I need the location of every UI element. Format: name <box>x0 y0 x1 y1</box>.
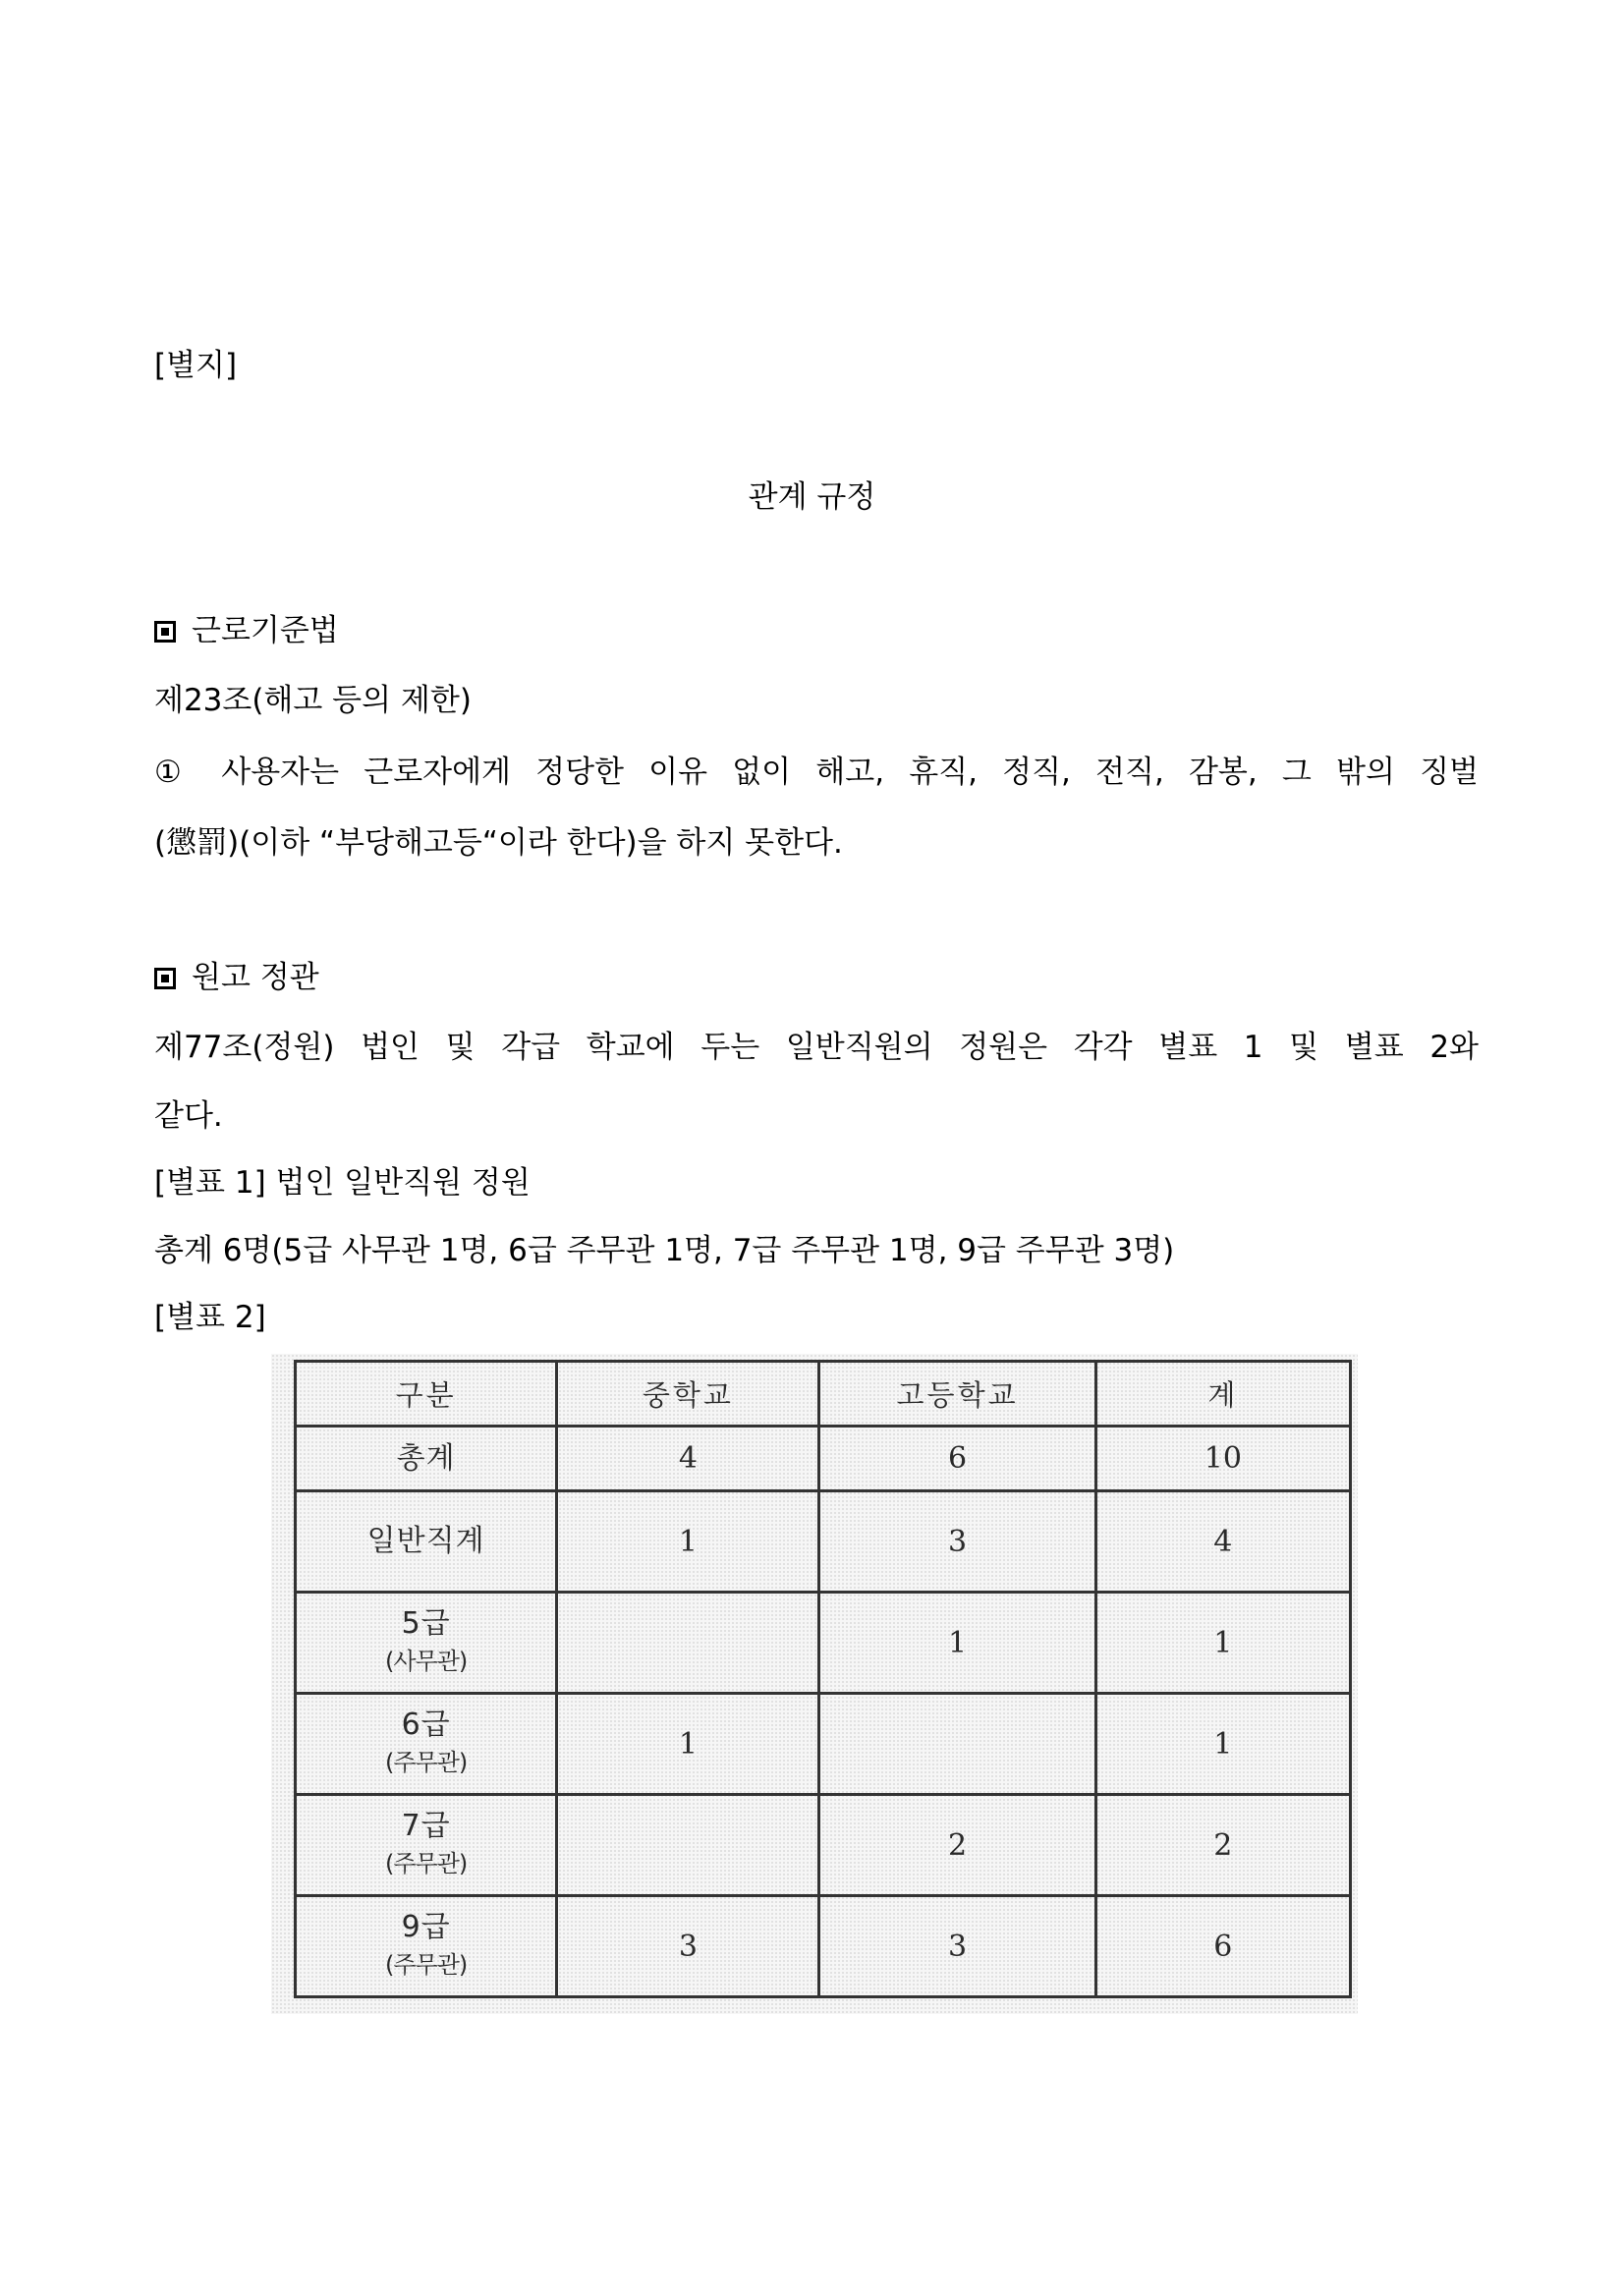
row-label: 총계 <box>296 1427 557 1491</box>
row-label: 일반직계 <box>296 1491 557 1593</box>
section-heading-text: 근로기준법 <box>192 613 339 648</box>
section-heading-labor-act <box>154 611 339 650</box>
page-title: 관계 규정 <box>748 479 876 515</box>
section-heading-text: 원고 정관 <box>192 960 319 995</box>
cell-total: 6 <box>1095 1896 1350 1997</box>
cell-total: 1 <box>1095 1694 1350 1795</box>
appendix-1-total: 총계 6명(5급 사무관 1명, 6급 주무관 1명, 7급 주무관 1명, 9급 주무관 3명) <box>154 1233 1175 1268</box>
row-label: 9급 (주무관) <box>296 1896 557 1997</box>
row-label: 7급 (주무관) <box>296 1795 557 1896</box>
cell-middle-school: 3 <box>557 1896 819 1997</box>
appendix-2-label: [별표 2] <box>154 1300 266 1335</box>
cell-total: 1 <box>1095 1593 1350 1694</box>
column-header: 중학교 <box>557 1362 819 1427</box>
appendix-1-label: [별표 1] 법인 일반직원 정원 <box>154 1165 531 1201</box>
table-header-row <box>296 1362 1351 1427</box>
cell-middle-school <box>557 1795 819 1896</box>
table-row <box>296 1694 1351 1795</box>
cell-high-school: 6 <box>819 1427 1095 1491</box>
cell-middle-school: 4 <box>557 1427 819 1491</box>
cell-high-school: 2 <box>819 1795 1095 1896</box>
article-77-line-1: 제77조(정원) 법인 및 각급 학교에 두는 일반직원의 정원은 각각 별표 1 및 별표 2와 <box>154 1030 1479 1065</box>
table-row <box>296 1795 1351 1896</box>
cell-middle-school <box>557 1593 819 1694</box>
table-row <box>296 1896 1351 1997</box>
article-77-line-2: 같다. <box>154 1098 223 1134</box>
article-23-title: 제23조(해고 등의 제한) <box>154 683 472 718</box>
cell-total: 2 <box>1095 1795 1350 1896</box>
cell-high-school: 3 <box>819 1491 1095 1593</box>
filled-square-bullet-icon <box>154 621 176 643</box>
staff-quota-table <box>294 1360 1352 1998</box>
article-23-clause-line-1: ① 사용자는 근로자에게 정당한 이유 없이 해고, 휴직, 정직, 전직, 감봉, 그 밖의 징벌 <box>154 755 1479 790</box>
row-label: 5급 (사무관) <box>296 1593 557 1694</box>
table-row <box>296 1427 1351 1491</box>
column-header: 계 <box>1095 1362 1350 1427</box>
cell-total: 10 <box>1095 1427 1350 1491</box>
cell-middle-school: 1 <box>557 1491 819 1593</box>
filled-square-bullet-icon <box>154 968 176 989</box>
cell-high-school <box>819 1694 1095 1795</box>
column-header: 고등학교 <box>819 1362 1095 1427</box>
article-23-clause-line-2: (懲罰)(이하 “부당해고등“이라 한다)을 하지 못한다. <box>154 825 843 861</box>
cell-high-school: 3 <box>819 1896 1095 1997</box>
cell-middle-school: 1 <box>557 1694 819 1795</box>
row-label: 6급 (주무관) <box>296 1694 557 1795</box>
column-header: 구분 <box>296 1362 557 1427</box>
section-heading-articles <box>154 958 319 997</box>
appendix-2-table-image <box>271 1354 1358 2014</box>
attachment-label: [별지] <box>154 348 238 383</box>
table-row <box>296 1491 1351 1593</box>
cell-high-school: 1 <box>819 1593 1095 1694</box>
table-row <box>296 1593 1351 1694</box>
cell-total: 4 <box>1095 1491 1350 1593</box>
